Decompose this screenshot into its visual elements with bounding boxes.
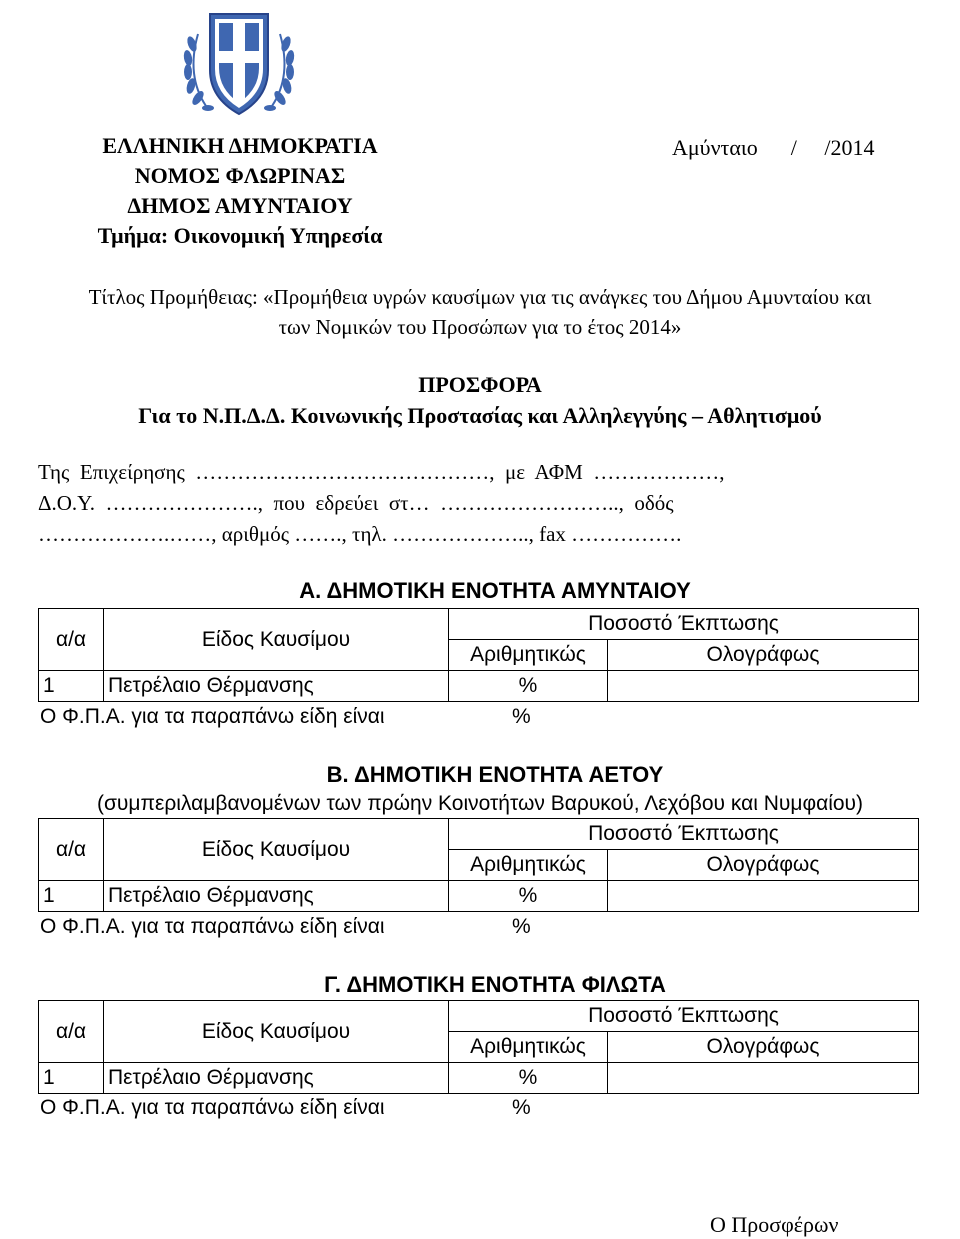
discount-words-cell <box>608 1063 919 1094</box>
discount-numeric-cell: % <box>449 671 608 702</box>
discount-header: Ποσοστό Έκπτωσης <box>449 609 919 640</box>
section-b-title: Β. ΔΗΜΟΤΙΚΗ ΕΝΟΤΗΤΑ ΑΕΤΟΥ <box>326 762 664 787</box>
aa-header: α/α <box>39 1001 104 1063</box>
aa-header: α/α <box>39 609 104 671</box>
discount-words-cell <box>608 881 919 912</box>
section-a-vat-label: Ο Φ.Π.Α. για τα παραπάνω είδη είναι <box>40 705 385 728</box>
words-header: Ολογράφως <box>608 1032 919 1063</box>
fuel-type-header: Είδος Καυσίμου <box>104 609 449 671</box>
offer-subheading: Για το Ν.Π.Δ.Δ. Κοινωνικής Προστασίας και Αλληλεγγύης – Αθλητισμού <box>138 403 822 428</box>
discount-numeric-cell: % <box>449 881 608 912</box>
header-country: ΕΛΛΗΝΙΚΗ ΔΗΜΟΚΡΑΤΙΑ <box>102 133 378 158</box>
words-header: Ολογράφως <box>608 850 919 881</box>
section-c-title: Γ. ΔΗΜΟΤΙΚΗ ΕΝΟΤΗΤΑ ΦΙΛΩΤΑ <box>324 972 666 997</box>
row-number: 1 <box>39 881 104 912</box>
greek-coat-of-arms-emblem <box>178 6 300 124</box>
section-a-vat-percent: % <box>512 705 531 728</box>
signature-label: Ο Προσφέρων <box>710 1212 839 1237</box>
document-date: Αμύνταιο / /2014 <box>672 135 875 160</box>
section-c-vat-percent: % <box>512 1096 531 1119</box>
discount-numeric-cell: % <box>449 1063 608 1094</box>
company-line-1: Της Επιχείρησης ……………………………………, με ΑΦΜ ………………, <box>38 460 725 484</box>
numeric-header: Αριθμητικώς <box>449 640 608 671</box>
fuel-type-header: Είδος Καυσίμου <box>104 819 449 881</box>
aa-header: α/α <box>39 819 104 881</box>
section-b-table <box>38 818 919 912</box>
section-c-vat-label: Ο Φ.Π.Α. για τα παραπάνω είδη είναι <box>40 1096 385 1119</box>
words-header: Ολογράφως <box>608 640 919 671</box>
discount-header: Ποσοστό Έκπτωσης <box>449 819 919 850</box>
header-municipality: ΔΗΜΟΣ ΑΜΥΝΤΑΙΟΥ <box>127 193 353 218</box>
fuel-type-cell: Πετρέλαιο Θέρμανσης <box>104 671 449 702</box>
row-number: 1 <box>39 671 104 702</box>
offer-heading: ΠΡΟΣΦΟΡΑ <box>418 372 542 397</box>
fuel-type-cell: Πετρέλαιο Θέρμανσης <box>104 881 449 912</box>
discount-words-cell <box>608 671 919 702</box>
numeric-header: Αριθμητικώς <box>449 1032 608 1063</box>
section-b-vat-label: Ο Φ.Π.Α. για τα παραπάνω είδη είναι <box>40 915 385 938</box>
section-b-subtitle: (συμπεριλαμβανομένων των πρώην Κοινοτήτων Βαρυκού, Λεχόβου και Νυμφαίου) <box>96 792 864 815</box>
procurement-title-line1: Τίτλος Προμήθειας: «Προμήθεια υγρών καυσίμων για τις ανάγκες του Δήμου Αμυνταίου και <box>88 285 872 309</box>
section-b-vat-percent: % <box>512 915 531 938</box>
section-a-table <box>38 608 919 702</box>
company-line-2: Δ.Ο.Υ. …………………., που εδρεύει στ… …………………….., οδός <box>38 491 674 515</box>
fuel-type-cell: Πετρέλαιο Θέρμανσης <box>104 1063 449 1094</box>
numeric-header: Αριθμητικώς <box>449 850 608 881</box>
header-department: Τμήμα: Οικονομική Υπηρεσία <box>97 223 383 248</box>
section-a-title: Α. ΔΗΜΟΤΙΚΗ ΕΝΟΤΗΤΑ ΑΜΥΝΤΑΙΟΥ <box>299 578 691 603</box>
discount-header: Ποσοστό Έκπτωσης <box>449 1001 919 1032</box>
row-number: 1 <box>39 1063 104 1094</box>
fuel-type-header: Είδος Καυσίμου <box>104 1001 449 1063</box>
header-prefecture: ΝΟΜΟΣ ΦΛΩΡΙΝΑΣ <box>134 163 346 188</box>
company-line-3: ……………….……, αριθμός ……., τηλ. ……………….., fax ……………. <box>38 522 682 546</box>
section-c-table <box>38 1000 919 1094</box>
procurement-title-line2: των Νομικών του Προσώπων για το έτος 2014» <box>278 315 682 339</box>
